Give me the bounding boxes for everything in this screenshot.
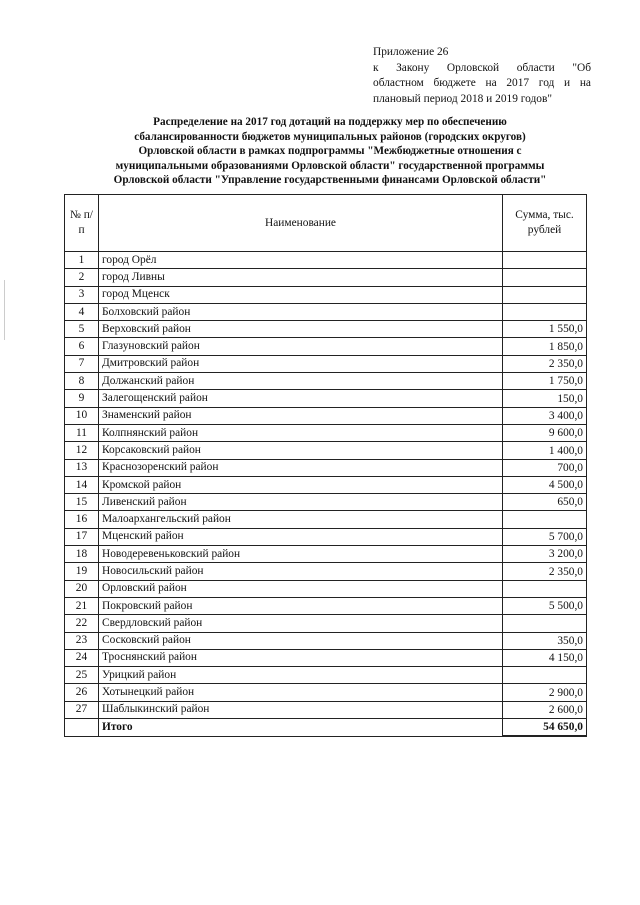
table-row [65, 355, 587, 372]
header-name: Наименование [99, 195, 503, 252]
table-row [65, 269, 587, 286]
row-sum: 650,0 [503, 494, 587, 511]
table-row [65, 701, 587, 718]
row-sum [503, 303, 587, 320]
row-number: 3 [65, 286, 99, 303]
row-name: город Мценск [99, 286, 503, 303]
row-sum: 1 400,0 [503, 442, 587, 459]
row-sum: 2 350,0 [503, 563, 587, 580]
table-row [65, 321, 587, 338]
row-name: Должанский район [99, 373, 503, 390]
row-name: Новодеревеньковский район [99, 546, 503, 563]
row-number: 1 [65, 252, 99, 269]
total-sum: 54 650,0 [503, 719, 587, 737]
row-sum [503, 615, 587, 632]
table-row [65, 546, 587, 563]
row-sum: 4 500,0 [503, 476, 587, 493]
row-number: 25 [65, 667, 99, 684]
row-number: 13 [65, 459, 99, 476]
row-number: 24 [65, 649, 99, 666]
title-line: муниципальными образованиями Орловской области" государственной программы [115, 159, 545, 172]
row-number: 14 [65, 476, 99, 493]
scan-edge-mark [4, 280, 5, 340]
row-name: Краснозоренский район [99, 459, 503, 476]
appendix-line: к Закону Орловской области "Об [373, 61, 591, 74]
appendix-line: областном бюджете на 2017 год и на [373, 77, 591, 89]
row-number: 2 [65, 269, 99, 286]
table-row [65, 252, 587, 269]
row-sum: 1 850,0 [503, 338, 587, 355]
total-row [65, 719, 587, 737]
row-name: город Ливны [99, 269, 503, 286]
distribution-table [64, 194, 587, 737]
row-name: Глазуновский район [99, 338, 503, 355]
table-row [65, 667, 587, 684]
total-number-cell [65, 719, 99, 737]
table-row [65, 649, 587, 666]
row-sum [503, 286, 587, 303]
table-body [65, 252, 587, 737]
row-name: Болховский район [99, 303, 503, 320]
row-sum: 1 550,0 [503, 321, 587, 338]
row-number: 9 [65, 390, 99, 407]
row-name: Знаменский район [99, 407, 503, 424]
table-row [65, 580, 587, 597]
table-row [65, 407, 587, 424]
row-sum: 3 200,0 [503, 546, 587, 563]
row-number: 26 [65, 684, 99, 701]
row-name: Новосильский район [99, 563, 503, 580]
row-name: город Орёл [99, 252, 503, 269]
row-sum: 2 900,0 [503, 684, 587, 701]
table-row [65, 338, 587, 355]
row-number: 10 [65, 407, 99, 424]
row-name: Сосковский район [99, 632, 503, 649]
row-number: 21 [65, 597, 99, 614]
row-sum: 5 700,0 [503, 528, 587, 545]
row-number: 19 [65, 563, 99, 580]
row-name: Шаблыкинский район [99, 701, 503, 718]
row-name: Кромской район [99, 476, 503, 493]
row-sum [503, 511, 587, 528]
row-number: 17 [65, 528, 99, 545]
table-row [65, 615, 587, 632]
document-title [64, 115, 596, 188]
row-sum: 2 600,0 [503, 701, 587, 718]
row-sum: 3 400,0 [503, 407, 587, 424]
title-line: Орловской области "Управление государственными финансами Орловской области" [113, 174, 547, 187]
row-sum: 1 750,0 [503, 373, 587, 390]
title-line: Орловской области в рамках подпрограммы "Межбюджетные отношения с [138, 145, 522, 158]
row-number: 4 [65, 303, 99, 320]
row-sum: 5 500,0 [503, 597, 587, 614]
row-name: Троснянский район [99, 649, 503, 666]
row-number: 12 [65, 442, 99, 459]
row-name: Орловский район [99, 580, 503, 597]
table-header-row [65, 195, 587, 252]
row-sum [503, 580, 587, 597]
row-number: 23 [65, 632, 99, 649]
title-line: сбалансированности бюджетов муниципальных районов (городских округов) [134, 130, 526, 143]
table-row [65, 563, 587, 580]
row-name: Ливенский район [99, 494, 503, 511]
table-row [65, 476, 587, 493]
row-name: Малоархангельский район [99, 511, 503, 528]
row-number: 15 [65, 494, 99, 511]
row-number: 5 [65, 321, 99, 338]
row-name: Урицкий район [99, 667, 503, 684]
table-row [65, 684, 587, 701]
row-name: Дмитровский район [99, 355, 503, 372]
appendix-line: Приложение 26 [373, 46, 449, 58]
row-sum [503, 252, 587, 269]
total-label: Итого [99, 719, 503, 737]
table-row [65, 303, 587, 320]
row-sum: 150,0 [503, 390, 587, 407]
table-row [65, 373, 587, 390]
row-name: Колпнянский район [99, 424, 503, 441]
table-row [65, 390, 587, 407]
row-sum [503, 667, 587, 684]
row-name: Залегощенский район [99, 390, 503, 407]
row-number: 7 [65, 355, 99, 372]
row-sum: 350,0 [503, 632, 587, 649]
row-name: Хотынецкий район [99, 684, 503, 701]
appendix-line: плановый период 2018 и 2019 годов" [373, 92, 553, 105]
row-number: 16 [65, 511, 99, 528]
row-number: 18 [65, 546, 99, 563]
row-sum [503, 269, 587, 286]
table-row [65, 597, 587, 614]
row-number: 8 [65, 373, 99, 390]
row-number: 6 [65, 338, 99, 355]
row-name: Мценский район [99, 528, 503, 545]
row-sum: 4 150,0 [503, 649, 587, 666]
row-number: 20 [65, 580, 99, 597]
appendix-note [373, 45, 591, 107]
table-row [65, 424, 587, 441]
row-number: 27 [65, 701, 99, 718]
row-name: Свердловский район [99, 615, 503, 632]
table-row [65, 442, 587, 459]
table-row [65, 459, 587, 476]
row-name: Корсаковский район [99, 442, 503, 459]
header-number: № п/п [65, 195, 99, 252]
table-row [65, 286, 587, 303]
row-number: 11 [65, 424, 99, 441]
row-name: Верховский район [99, 321, 503, 338]
row-sum: 2 350,0 [503, 355, 587, 372]
row-number: 22 [65, 615, 99, 632]
table-row [65, 494, 587, 511]
header-sum: Сумма, тыс. рублей [503, 195, 587, 252]
row-name: Покровский район [99, 597, 503, 614]
row-sum: 9 600,0 [503, 424, 587, 441]
row-sum: 700,0 [503, 459, 587, 476]
table-row [65, 528, 587, 545]
table-row [65, 632, 587, 649]
table-row [65, 511, 587, 528]
title-line: Распределение на 2017 год дотаций на поддержку мер по обеспечению [153, 116, 507, 128]
